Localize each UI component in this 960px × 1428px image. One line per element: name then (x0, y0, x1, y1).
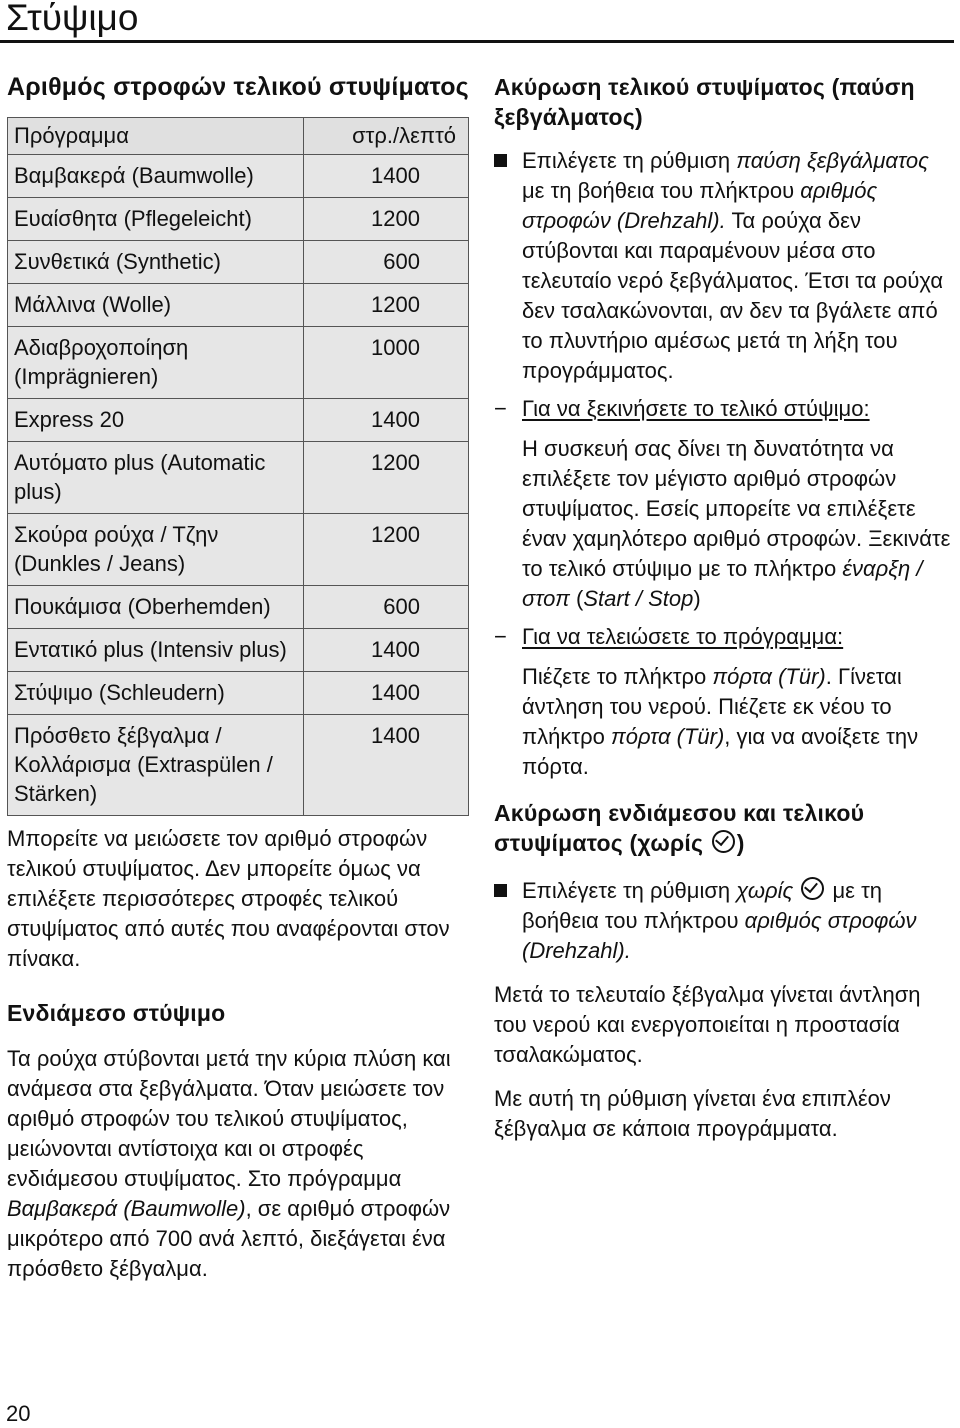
program-cell: Βαμβακερά (Baumwolle) (8, 155, 304, 198)
program-cell: Αυτόματο plus (Automatic plus) (8, 442, 304, 514)
text-part: Επιλέγετε τη ρύθμιση (522, 878, 737, 903)
rpm-cell: 1200 (304, 198, 469, 241)
key-emphasis: αριθμός στροφών (Drehzahl). (522, 178, 878, 233)
no-spin-icon (801, 877, 824, 900)
spin-speed-heading: Αριθμός στροφών τελικού στυψίματος (7, 73, 469, 101)
step-label: Για να ξεκινήσετε το τελικό στύψιμο: (522, 396, 870, 421)
column-header-rpm: στρ./λεπτό (304, 118, 469, 155)
dash-icon: − (494, 396, 507, 421)
key-emphasis: πόρτα (Tür) (610, 724, 725, 749)
cancel-all-spin-heading (494, 798, 954, 858)
text-part: . Γίνεται άντληση του νερού. Πιέζετε εκ νέου το πλήκτρο (522, 664, 902, 749)
table-row (8, 629, 469, 672)
setting-emphasis: παύση ξεβγάλματος (736, 148, 929, 173)
rpm-cell: 1000 (304, 327, 469, 399)
page-title: Στύψιμο (6, 0, 139, 38)
heading-part: ) (736, 830, 745, 856)
program-cell: Αδιαβροχοποίηση (Imprägnieren) (8, 327, 304, 399)
no-spin-icon (712, 830, 735, 853)
table-row (8, 442, 469, 514)
table-row (8, 399, 469, 442)
table-row (8, 586, 469, 629)
square-bullet-icon (494, 884, 507, 897)
text-part: Τα ρούχα δεν στύβονται και παραμένουν μέσα στο τελευταίο νερό ξεβγάλματος. Έτσι τα ρούχα δεν τσαλακώνονται, αν δεν τα βγάλετε από το πλυντήριο αμέσως μετά τη λήξη του προγράμματος. (522, 208, 944, 383)
no-spin-bullet (494, 876, 954, 966)
key-emphasis: πόρτα (Tür) (712, 664, 826, 689)
reduce-speed-note: Μπορείτε να μειώσετε τον αριθμό στροφών τελικού στυψίματος. Δεν μπορείτε όμως να επιλέξετε περισσότερες στροφές τελικού στυψίματος από αυτές που αναφέρονται στον πίνακα. (7, 826, 450, 971)
heading-part: Ακύρωση ενδιάμεσου και τελικού στυψίματος (χωρίς (494, 800, 865, 856)
start-final-spin-text (494, 434, 954, 614)
rpm-cell: 1200 (304, 442, 469, 514)
page-number: 20 (6, 1401, 31, 1426)
left-column (7, 72, 469, 1284)
text-part: ) (693, 586, 701, 611)
rpm-cell: 1400 (304, 155, 469, 198)
program-cell: Ευαίσθητα (Pflegeleicht) (8, 198, 304, 241)
cancel-final-spin-heading: Ακύρωση τελικού στυψίματος (παύση ξεβγάλματος) (494, 74, 915, 130)
key-emphasis: αριθμός στροφών (Drehzahl). (522, 908, 917, 963)
program-cell: Συνθετικά (Synthetic) (8, 241, 304, 284)
dash-icon: − (494, 624, 507, 649)
table-row (8, 672, 469, 715)
column-header-program: Πρόγραμμα (8, 118, 304, 155)
square-bullet-icon (494, 154, 507, 167)
key-emphasis: Start / Stop (583, 586, 694, 611)
program-name-emphasis: Βαμβακερά (Baumwolle) (7, 1196, 246, 1221)
rpm-cell: 1400 (304, 715, 469, 816)
intermediate-spin-heading: Ενδιάμεσο στύψιμο (7, 1000, 226, 1026)
table-row (8, 284, 469, 327)
table-row (8, 327, 469, 399)
table-row (8, 241, 469, 284)
spin-speed-table (7, 117, 469, 816)
text-part: Τα ρούχα στύβονται μετά την κύρια πλύση και ανάμεσα στα ξεβγάλματα. Όταν μειώσετε τον αριθμό στροφών του τελικού στυψίματος, μειώνονται αντίστοιχα και οι στροφές ενδιάμεσου στυψίματος. Στο πρόγραμμα (7, 1046, 451, 1191)
text-part: ( (569, 586, 584, 611)
program-cell: Express 20 (8, 399, 304, 442)
right-column (494, 72, 954, 1144)
program-cell: Εντατικό plus (Intensiv plus) (8, 629, 304, 672)
rpm-cell: 1200 (304, 284, 469, 327)
extra-rinse-text: Με αυτή τη ρύθμιση γίνεται ένα επιπλέον ξέβγαλμα σε κάποια προγράμματα. (494, 1086, 891, 1141)
text-part: , σε αριθμό στροφών μικρότερο από 700 ανά λεπτό, διεξάγεται ένα πρόσθετο ξέβγαλμα. (7, 1196, 451, 1281)
rinse-hold-bullet (494, 146, 954, 386)
program-cell: Πρόσθετο ξέβγαλμα / Κολλάρισμα (Extraspülen / Stärken) (8, 715, 304, 816)
start-final-spin-step (494, 394, 954, 424)
rpm-cell: 600 (304, 586, 469, 629)
rpm-cell: 600 (304, 241, 469, 284)
end-program-step (494, 622, 954, 652)
rpm-cell: 1200 (304, 514, 469, 586)
intermediate-spin-text (7, 1044, 469, 1284)
end-program-text (494, 662, 954, 782)
rpm-cell: 1400 (304, 629, 469, 672)
program-cell: Πουκάμισα (Oberhemden) (8, 586, 304, 629)
text-part: με τη βοήθεια του πλήκτρου (522, 878, 883, 933)
table-row (8, 514, 469, 586)
setting-emphasis: χωρίς (736, 878, 794, 903)
rpm-cell: 1400 (304, 672, 469, 715)
program-cell: Στύψιμο (Schleudern) (8, 672, 304, 715)
key-emphasis: έναρξη / στοπ (522, 556, 923, 611)
title-rule (0, 40, 954, 43)
table-row (8, 198, 469, 241)
table-row (8, 715, 469, 816)
rpm-cell: 1400 (304, 399, 469, 442)
pump-out-text: Μετά το τελευταίο ξέβγαλμα γίνεται άντληση του νερού και ενεργοποιείται η προστασία τσαλακώματος. (494, 982, 921, 1067)
text-part: Επιλέγετε τη ρύθμιση (522, 148, 737, 173)
text-part: Η συσκευή σας δίνει τη δυνατότητα να επιλέξετε τον μέγιστο αριθμό στροφών στυψίματος. Εσείς μπορείτε να επιλέξετε έναν χαμηλότερο αριθμό στροφών. Ξεκινάτε το τελικό στύψιμο με το πλήκτρο (522, 436, 951, 581)
text-part: , για να ανοίξετε την πόρτα. (522, 724, 919, 779)
step-label: Για να τελειώσετε το πρόγραμμα: (522, 624, 844, 649)
text-part: με τη βοήθεια του πλήκτρου (522, 178, 801, 203)
program-cell: Μάλλινα (Wolle) (8, 284, 304, 327)
program-cell: Σκούρα ρούχα / Τζην (Dunkles / Jeans) (8, 514, 304, 586)
table-row (8, 155, 469, 198)
text-part: Πιέζετε το πλήκτρο (522, 664, 713, 689)
table-header-row (8, 118, 469, 155)
